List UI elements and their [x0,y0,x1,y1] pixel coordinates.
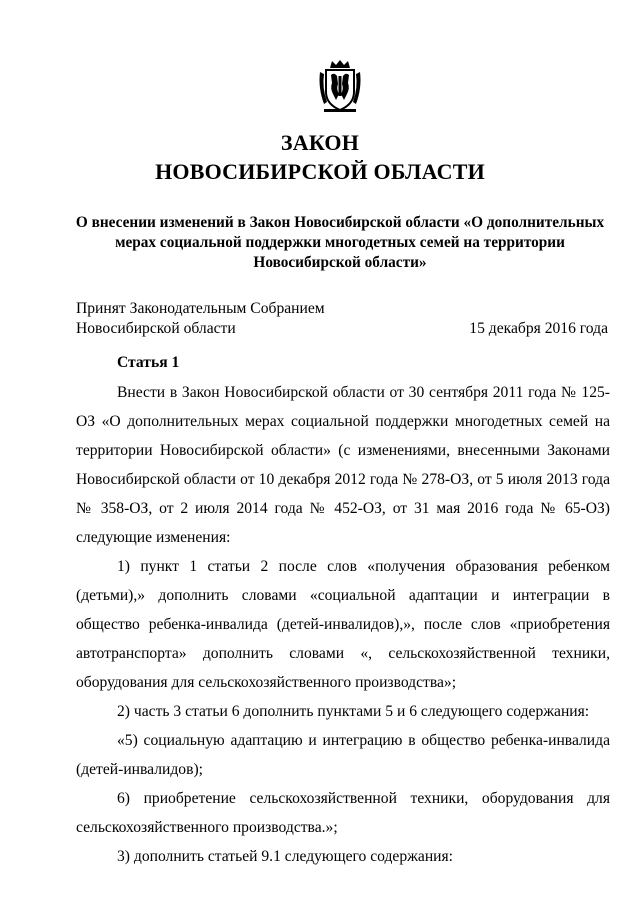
subtitle-line: Новосибирской области» [253,254,427,271]
article-paragraph: 3) дополнить статьей 9.1 следующего содержания: [117,848,454,865]
article-paragraph: 1) пункт 1 статьи 2 после слов «получения образования ребенком (детьми),» дополнить словами «социальной адаптации и интеграции в общество ребенка-инвалида (детей-инвалидов),», после слов «приобретения автотранспорта» дополнить словами «, сельскохозяйственной техники, оборудования для сельскохозяйственного производства»; [76,558,610,691]
article-paragraph: 6) приобретение сельскохозяйственной техники, оборудования для сельскохозяйственного производства.»; [76,790,610,836]
law-subtitle [70,213,610,273]
adoption-date: 15 декабря 2016 года [469,320,608,337]
article-body [76,378,610,871]
article-heading: Статья 1 [117,354,180,371]
article-paragraph: 2) часть 3 статьи 6 дополнить пунктами 5 и 6 следующего содержания: [117,703,590,720]
coat-of-arms-icon [318,58,362,114]
law-title: ЗАКОН [280,130,360,155]
adoption-block [76,299,610,339]
adoption-row [76,319,610,339]
article-paragraph: Внести в Закон Новосибирской области от 30 сентября 2011 года № 125-ОЗ «О дополнительных мерах социальной поддержки многодетных семей на территории Новосибирской области» (с изменениями, внесенными Законами Новосибирской области от 10 декабря 2012 года № 278-ОЗ, от 5 июля 2013 года № 358-ОЗ, от 2 июля 2014 года № 452-ОЗ, от 31 мая 2016 года № 65-ОЗ) следующие изменения: [76,384,610,546]
adoption-line: Новосибирской области [76,320,236,337]
article-paragraph: «5) социальную адаптацию и интеграцию в общество ребенка-инвалида (детей-инвалидов); [76,732,610,778]
adoption-line: Принят Законодательным Собранием [76,300,325,317]
law-region-title: НОВОСИБИРСКОЙ ОБЛАСТИ [155,159,485,184]
subtitle-line: О внесении изменений в Закон Новосибирской области «О дополнительных [75,214,605,231]
subtitle-line: мерах социальной поддержки многодетных семей на территории [115,234,565,251]
